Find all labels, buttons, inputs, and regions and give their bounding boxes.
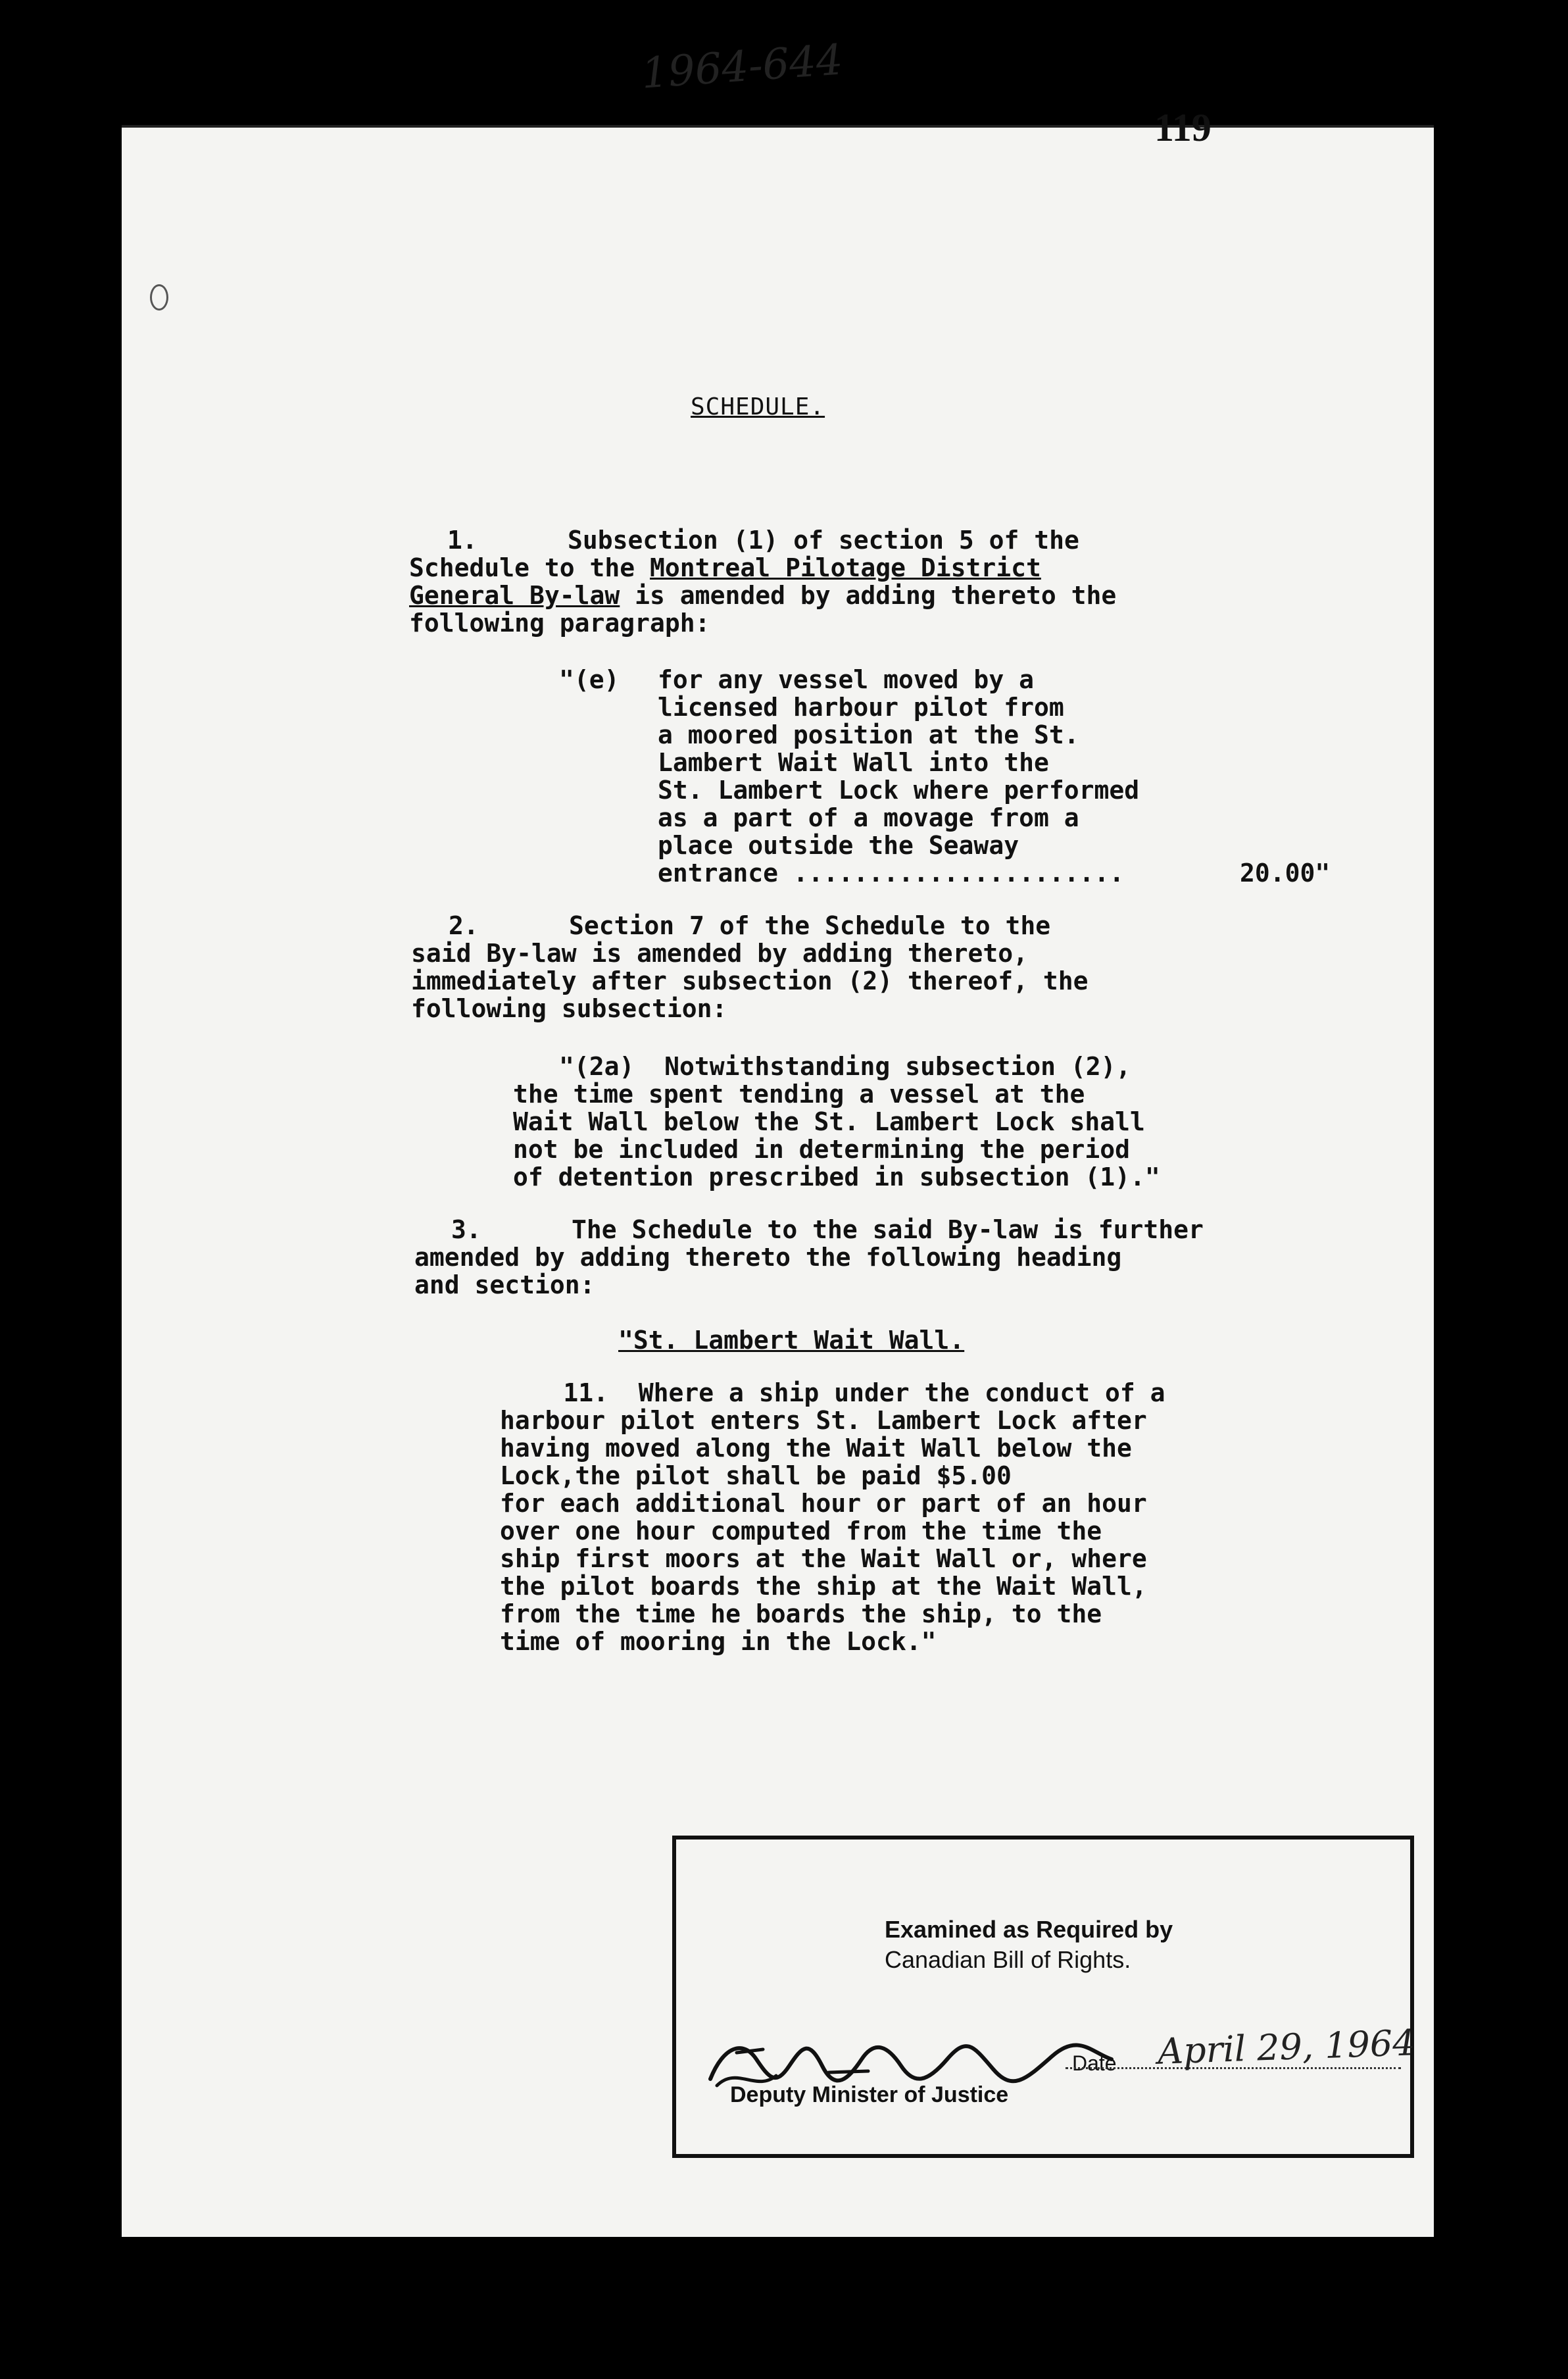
s11-line: time of mooring in the Lock." (500, 1627, 937, 1656)
p3-line: 3. The Schedule to the said By-law is further (451, 1215, 1204, 1244)
p2-line: following subsection: (411, 994, 727, 1023)
punch-hole-mark (150, 284, 168, 311)
certification-stamp (672, 1836, 1414, 2158)
handwritten-reference: 1964-644 (639, 36, 845, 99)
p3-line: and section: (414, 1270, 595, 1299)
bylaw-name-part2: General By-law (409, 581, 620, 610)
para-e-line: licensed harbour pilot from (658, 693, 1064, 722)
s11-line: the pilot boards the ship at the Wait Wall, (500, 1572, 1147, 1601)
s11-line: from the time he boards the ship, to the (500, 1599, 1102, 1628)
para-e-line: St. Lambert Lock where performed (658, 776, 1140, 805)
para-e-line: for any vessel moved by a (658, 665, 1034, 694)
stamp-line-2: Canadian Bill of Rights. (885, 1946, 1131, 1973)
page-top-edge (122, 125, 1434, 134)
para-e-line: Lambert Wait Wall into the (658, 748, 1049, 777)
page-number: 119 (1154, 106, 1212, 149)
p1-line3 (409, 582, 1116, 609)
section-heading: "St. Lambert Wait Wall. (618, 1326, 965, 1355)
p2-line: said By-law is amended by adding thereto, (411, 939, 1028, 968)
para-e-line: entrance ...................... (658, 859, 1125, 888)
p2-line: immediately after subsection (2) thereof, the (411, 966, 1089, 995)
sub-2a-line: Wait Wall below the St. Lambert Lock shall (513, 1107, 1145, 1136)
stamp-line-1: Examined as Required by (885, 1916, 1173, 1943)
signer-title: Deputy Minister of Justice (730, 2082, 1009, 2107)
s11-line: ship first moors at the Wait Wall or, where (500, 1544, 1147, 1573)
date-label: Date (1072, 2051, 1117, 2075)
sub-2a-line: not be included in determining the period (513, 1135, 1130, 1164)
sub-2a-line: "(2a) Notwithstanding subsection (2), (559, 1052, 1131, 1081)
para-e-line: place outside the Seaway (658, 831, 1019, 860)
p3-line: amended by adding thereto the following heading (414, 1243, 1122, 1272)
s11-line: Lock,the pilot shall be paid $5.00 (500, 1461, 1012, 1490)
sub-2a-line: the time spent tending a vessel at the (513, 1080, 1085, 1109)
bylaw-name-part1: Montreal Pilotage District (650, 553, 1041, 582)
para-e-line: as a part of a movage from a (658, 803, 1079, 832)
para-e-line: a moored position at the St. (658, 720, 1079, 749)
s11-line: over one hour computed from the time the (500, 1516, 1102, 1545)
fee-amount: 20.00" (1240, 859, 1331, 888)
s11-line: having moved along the Wait Wall below the (500, 1434, 1132, 1463)
para-e-label: "(e) (559, 665, 620, 694)
p1-line3-suffix: is amended by adding thereto the (620, 581, 1117, 610)
p2-line: 2. Section 7 of the Schedule to the (449, 911, 1051, 940)
p1-line2-prefix: Schedule to the (409, 553, 650, 582)
s11-line: 11. Where a ship under the conduct of a (488, 1378, 1165, 1407)
s11-line: for each additional hour or part of an hour (500, 1489, 1147, 1518)
schedule-title: SCHEDULE. (691, 393, 825, 420)
sub-2a-line: of detention prescribed in subsection (1)." (513, 1163, 1160, 1191)
date-value: April 29, 1964 (1157, 2022, 1416, 2072)
s11-line: harbour pilot enters St. Lambert Lock after (500, 1406, 1147, 1435)
p1-line4: following paragraph: (409, 609, 710, 638)
p1-line1: 1. Subsection (1) of section 5 of the (447, 526, 1079, 555)
p1-line2 (409, 554, 1041, 582)
